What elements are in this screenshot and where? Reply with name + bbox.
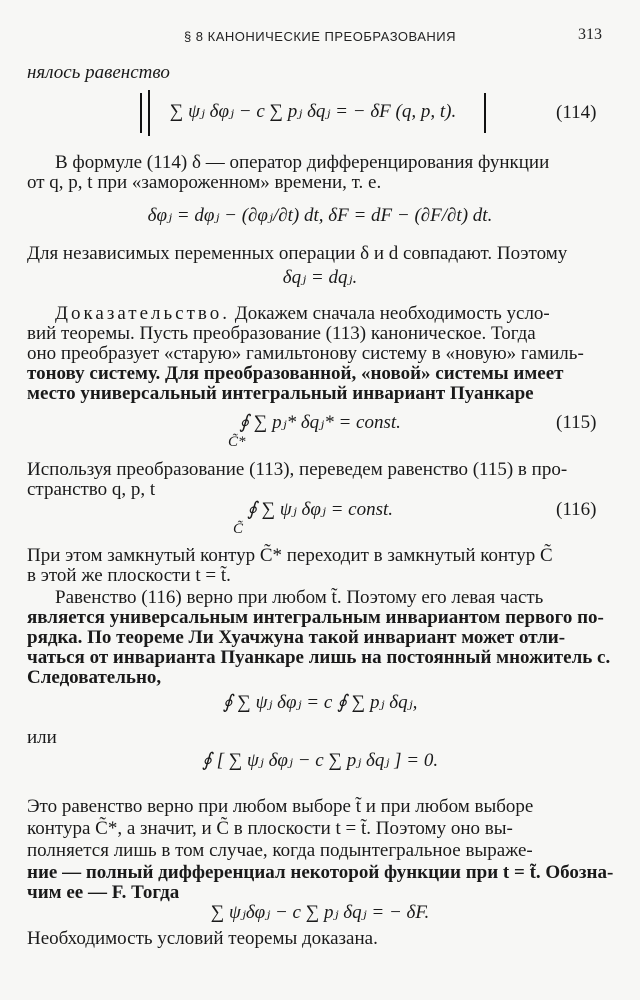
paragraph-line: Для независимых переменных операции δ и d совпадают. Поэтому	[27, 243, 568, 264]
paragraph-line: Равенство (116) верно при любом t̃. Поэтому его левая часть	[55, 587, 544, 608]
connector-word: или	[27, 727, 57, 748]
formula-variation: δφⱼ = dφⱼ − (∂φⱼ/∂t) dt, δF = dF − (∂F/∂t) dt.	[147, 205, 493, 226]
paragraph-line: чим ее — F. Тогда	[27, 882, 180, 903]
formula-dq: δqⱼ = dqⱼ.	[282, 267, 358, 288]
paragraph-line: место универсальный интегральный инвариант Пуанкаре	[27, 383, 534, 404]
formula-bracket: ∮ [ ∑ ψⱼ δφⱼ − c ∑ pⱼ δqⱼ ] = 0.	[201, 750, 439, 771]
paragraph-line: В формуле (114) δ — оператор дифференцирования функции	[55, 152, 550, 173]
boxed-formula-114: ∑ ψⱼ δφⱼ − c ∑ pⱼ δqⱼ = − δF (q, p, t).	[140, 93, 486, 133]
paragraph-text: Докажем сначала необходимость усло-	[230, 303, 550, 324]
paragraph-line: Необходимость условий теоремы доказана.	[27, 928, 378, 949]
paragraph-line: полняется лишь в том случае, когда подынтегральное выраже-	[27, 840, 533, 861]
page-number: 313	[578, 26, 602, 43]
paragraph-line: Используя преобразование (113), переведем равенство (115) в про-	[27, 459, 568, 480]
intro-fragment: нялось равенство	[27, 62, 170, 83]
formula-final: ∑ ψⱼδφⱼ − c ∑ pⱼ δqⱼ = − δF.	[210, 902, 430, 923]
paragraph-line: от q, p, t при «замороженном» времени, т. е.	[27, 172, 382, 193]
paragraph-line: тонову систему. Для преобразованной, «новой» системы имеет	[27, 363, 564, 384]
paragraph-line: странство q, p, t	[27, 479, 156, 500]
paragraph-line: вий теоремы. Пусть преобразование (113) каноническое. Тогда	[27, 323, 536, 344]
formula-116: ∮ ∑ ψⱼ δφⱼ = const.	[246, 499, 394, 520]
contour-label: C̃*	[228, 434, 246, 450]
proof-heading: Доказательство.	[55, 303, 230, 324]
equation-number-114: (114)	[556, 102, 597, 123]
contour-label: C̃	[233, 521, 244, 537]
running-header: § 8 КАНОНИЧЕСКИЕ ПРЕОБРАЗОВАНИЯ	[183, 29, 457, 44]
formula-115: ∮ ∑ pⱼ* δqⱼ* = const.	[239, 412, 401, 433]
paragraph-line: Следовательно,	[27, 667, 162, 688]
paragraph-line: ние — полный дифференциал некоторой функции при t = t̃. Обозна-	[27, 862, 614, 883]
paragraph-line: Это равенство верно при любом выборе t̃ и при любом выборе	[27, 796, 534, 817]
paragraph-line: является универсальным интегральным инвариантом первого по-	[27, 607, 604, 628]
paragraph-line: При этом замкнутый контур C̃* переходит в замкнутый контур C̃	[27, 545, 553, 566]
paragraph-line: в этой же плоскости t = t̃.	[27, 565, 231, 586]
equation-number-115: (115)	[556, 412, 597, 433]
paragraph-line: контура C̃*, а значит, и C̃ в плоскости t = t̃. Поэтому оно вы-	[27, 818, 513, 839]
formula-equality: ∮ ∑ ψⱼ δφⱼ = c ∮ ∑ pⱼ δqⱼ,	[222, 692, 418, 713]
paragraph-line: рядка. По теореме Ли Хуачжуна такой инвариант может отли-	[27, 627, 566, 648]
paragraph-line: оно преобразует «старую» гамильтонову систему в «новую» гамиль-	[27, 343, 584, 364]
paragraph-line: чаться от инварианта Пуанкаре лишь на постоянный множитель c.	[27, 647, 611, 668]
equation-number-116: (116)	[556, 499, 597, 520]
